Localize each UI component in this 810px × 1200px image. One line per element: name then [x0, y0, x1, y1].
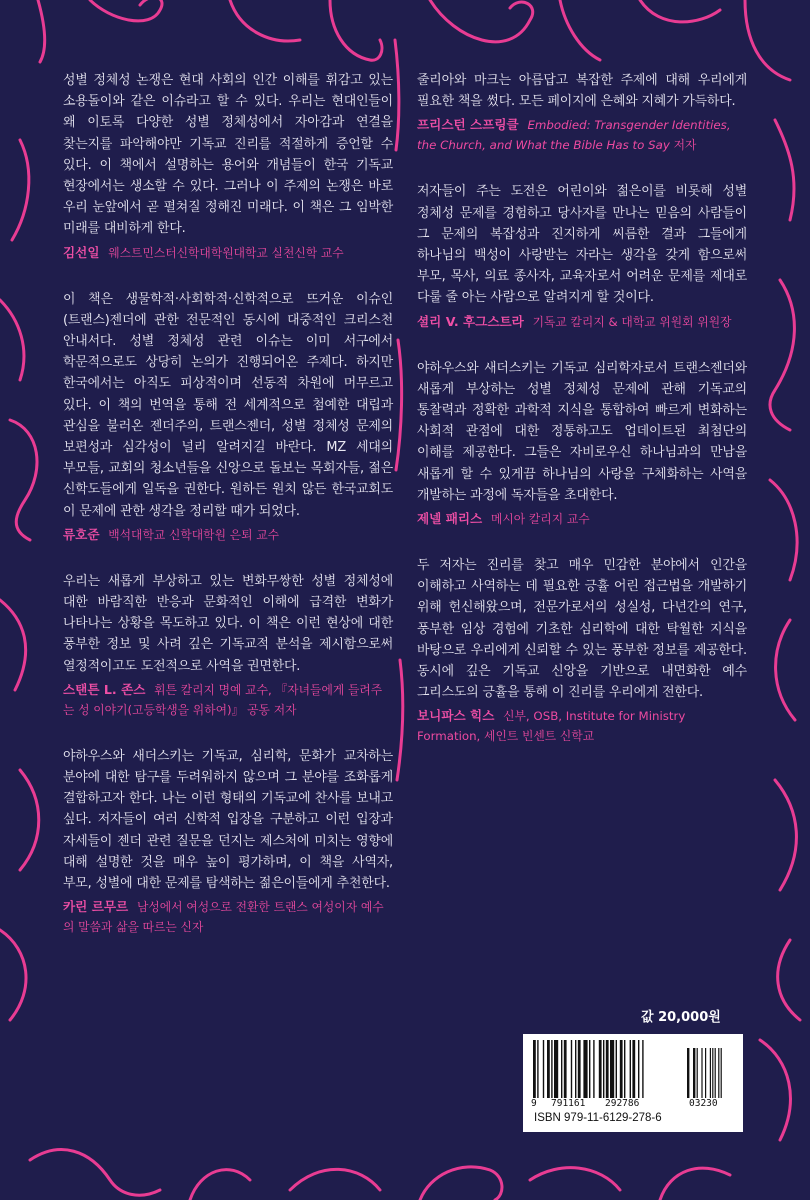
endorser-name: 김선일 [63, 244, 100, 260]
endorser-name: 카린 르무르 [63, 899, 129, 915]
barcode-addon-bar [721, 1048, 722, 1098]
barcode-addon-bar [705, 1048, 706, 1098]
barcode-bar [551, 1040, 552, 1098]
endorsement-text: 성별 정체성 논쟁은 현대 사회의 인간 이해를 휘감고 있는 소용돌이와 같은 이슈라고 할 수 있다. 우리는 현대인들이 왜 이토록 다양한 성별 정체성에서 자아감과 연결을 찾는지를 파악해야만 기독교 진리를 적절하게 증언할 수 있다. 이 책에서 설명하는 용어와 개념들이 한국 기독교 현장에서는 생소할 수 있다. 그러나 이 주제의 논쟁은 바로 우리 눈앞에서 곧 펼쳐질 정해진 미래다. 이 책은 그 임박한 미래를 대비하게 한다. [63, 73, 393, 237]
barcode-bar [583, 1040, 587, 1098]
endorsement-text: 저자들이 주는 도전은 어린이와 젊은이를 비롯해 성별 정체성 문제를 경험하고 당사자를 만나는 믿음의 사람들이 그 문제의 복잡성과 진지하게 씨름한 결과 그들에게 하나님의 백성이 사랑받는 자라는 생각을 갖게 함으로써 부모, 목사, 의료 종사자, 교육자로서 어려운 문제를 제대로 다룰 줄 아는 사람으로 알려지게 할 것이다. [417, 184, 747, 306]
endorsement [417, 555, 747, 746]
endorsement [417, 181, 747, 331]
price-label: 값 20,000원 [641, 1010, 721, 1025]
barcode-bar [537, 1040, 538, 1098]
endorsement [417, 358, 747, 529]
barcode-bar [578, 1040, 581, 1098]
barcode-bar [620, 1040, 623, 1098]
isbn-barcode [523, 1034, 743, 1132]
barcode-bar [603, 1040, 604, 1098]
barcode-bar [561, 1040, 562, 1098]
endorser-name: 셜리 V. 후그스트라 [417, 313, 524, 329]
endorser-name: 프리스턴 스프링클 [417, 117, 519, 133]
endorser-name: 스탠튼 L. 존스 [63, 681, 146, 697]
endorsement-attribution [63, 680, 393, 720]
barcode-digit-addon: 03230 [689, 1098, 718, 1109]
barcode-digit-group: 791161 [551, 1098, 586, 1109]
barcode-bar [616, 1040, 617, 1098]
endorser-role: 휘튼 칼리지 명예 교수, 『자녀들에게 들려주는 성 이야기(고등학생을 위하여)』 공동 저자 [63, 682, 383, 717]
endorsement [63, 746, 393, 937]
barcode-bar [632, 1040, 635, 1098]
barcode-addon-bar [710, 1048, 711, 1098]
endorsement-text: 야하우스와 새더스키는 기독교 심리학자로서 트랜스젠더와 새롭게 부상하는 성별 정체성 문제에 관해 기독교의 통찰력과 정확한 과학적 지식을 통합하여 빠르게 변화하는 사회적 관점에 대한 정통하고도 업데이트된 최첨단의 이해를 제공한다. 그들은 자비로우신 하나님과의 만남을 새롭게 할 수 있게끔 하나님의 사랑을 구체화하는 사역을 개발하는 과정에 독자들을 초대한다. [417, 360, 747, 503]
barcode-addon-bar [715, 1048, 716, 1098]
endorsement-text: 우리는 새롭게 부상하고 있는 변화무쌍한 성별 정체성에 대한 바람직한 반응과 문화적인 이해에 급격한 변화가 나타나는 상황을 목도하고 있다. 이 책은 이런 현상에 대한 풍부한 정보 및 사려 깊은 기독교적 분석을 제시함으로써 열정적이고도 도전적으로 사역을 권면한다. [63, 573, 393, 674]
barcode-addon-bar [697, 1048, 698, 1098]
barcode-bar [564, 1040, 567, 1098]
endorsement-text: 이 책은 생물학적·사회학적·신학적으로 뜨거운 이슈인 (트랜스)젠더에 관한 전문적인 동시에 대중적인 크리스천 안내서다. 성별 정체성 관련 이슈는 이미 서구에서 학문적으로도 상당히 논의가 진행되어온 주제다. 하지만 한국에서는 아직도 피상적이며 선동적 차원에 머무르고 있다. 이 책의 번역을 통해 전 세계적으로 첨예한 대립과 관심을 불러온 젠더주의, 트랜스젠더, 성별 정체성 문제의 보편성과 심각성이 널리 알려지길 바란다. MZ 세대의 부모들, 교회의 청소년들을 신앙으로 돌보는 목회자들, 젊은 신학도들에게 일독을 권한다. 원하든 원치 않든 한국교회도 이 문제에 관한 생각을 정리할 때가 되었다. [63, 291, 393, 519]
endorsement [417, 70, 747, 155]
endorser-role: 기독교 칼리지 & 대학교 위원회 위원장 [532, 314, 732, 329]
endorsement-text: 두 저자는 진리를 찾고 매우 민감한 분야에서 인간을 이해하고 사역하는 데 필요한 긍휼 어린 접근법을 개발하기 위해 헌신해왔으며, 전문가로서의 성실성, 다년간의 연구, 풍부한 임상 경험에 기초한 심리학에 대한 탁월한 지식을 바탕으로 우리에게 신뢰할 수 있는 풍부한 정보를 제공한다. 동시에 깊은 기독교 신앙을 기반으로 내면화한 예수 그리스도의 긍휼을 통해 이 진리를 우리에게 전한다. [417, 558, 747, 701]
barcode-bar [589, 1040, 590, 1098]
barcode-addon-bar [712, 1048, 713, 1098]
barcode-bar [599, 1040, 602, 1098]
barcode-bar [642, 1040, 643, 1098]
endorser-role: 메시아 칼리지 교수 [490, 512, 590, 527]
endorsement-text: 야하우스와 새더스키는 기독교, 심리학, 문화가 교차하는 분야에 대한 탐구를 두려워하지 않으며 그 분야를 조화롭게 결합하고자 한다. 나는 이런 형태의 기독교에 찬사를 보내고 싶다. 저자들이 여러 신학적 입장을 구분하고 이런 입장과 자세들이 젠더 관련 질문을 던지는 제스처에 미치는 영향에 대해 설명한 것을 매우 높이 평가하며, 이 책을 사역자, 부모, 성별에 대한 문제를 탐색하는 젊은이들에게 추천한다. [63, 748, 393, 892]
endorser-role: 신부, OSB, Institute for Ministry Formation, 세인트 빈센트 신학교 [417, 709, 686, 744]
barcode-bar [638, 1040, 639, 1098]
endorsement-attribution [417, 509, 747, 529]
barcode-bar [554, 1040, 558, 1098]
barcode-digit-group: 292786 [605, 1098, 640, 1109]
endorsement-attribution [417, 115, 747, 155]
barcode-addon-bar [687, 1048, 689, 1098]
endorser-name: 제넬 패리스 [417, 511, 483, 527]
barcode-bars [529, 1040, 737, 1098]
barcode-addon-bar [701, 1048, 702, 1098]
barcode-addon-bar [718, 1048, 719, 1098]
barcode-bar [575, 1040, 576, 1098]
left-column [63, 70, 393, 963]
endorser-name: 류호준 [63, 526, 100, 542]
barcode-bar [606, 1040, 609, 1098]
barcode-bar [571, 1040, 572, 1098]
isbn-number: ISBN 979-11-6129-278-6 [534, 1112, 662, 1124]
endorsement-attribution [63, 243, 393, 263]
endorser-name: 보니파스 힉스 [417, 708, 495, 724]
endorsement-attribution [63, 897, 393, 937]
endorsement-attribution [417, 706, 747, 746]
barcode-bar [624, 1040, 625, 1098]
endorser-role: 백석대학교 신학대학원 은퇴 교수 [108, 527, 280, 542]
endorser-role: 저자 [673, 138, 697, 153]
barcode-bar [610, 1040, 614, 1098]
endorser-book-title: Embodied: Transgender Identities, the Church, and What the Bible Has to Say [417, 118, 731, 153]
barcode-bar [547, 1040, 550, 1098]
endorsement-attribution [63, 525, 393, 545]
endorsement [63, 289, 393, 545]
endorser-role: 남성에서 여성으로 전환한 트랜스 여성이자 예수의 말씀과 삶을 따르는 신자 [63, 900, 384, 935]
endorsement [63, 70, 393, 263]
barcode-bar [543, 1040, 544, 1098]
barcode-digit-prefix: 9 [531, 1098, 537, 1109]
right-column [417, 70, 747, 772]
endorsement-text: 줄리아와 마크는 아름답고 복잡한 주제에 대해 우리에게 필요한 책을 썼다. 모든 페이지에 은혜와 지혜가 가득하다. [417, 73, 747, 110]
barcode-bar [593, 1040, 594, 1098]
endorsement [63, 571, 393, 720]
barcode-bar [533, 1040, 536, 1098]
endorsement-attribution [417, 312, 747, 332]
barcode-bar [630, 1040, 631, 1098]
endorser-role: 웨스트민스터신학대학원대학교 실천신학 교수 [108, 245, 344, 260]
barcode-addon-bar [693, 1048, 695, 1098]
